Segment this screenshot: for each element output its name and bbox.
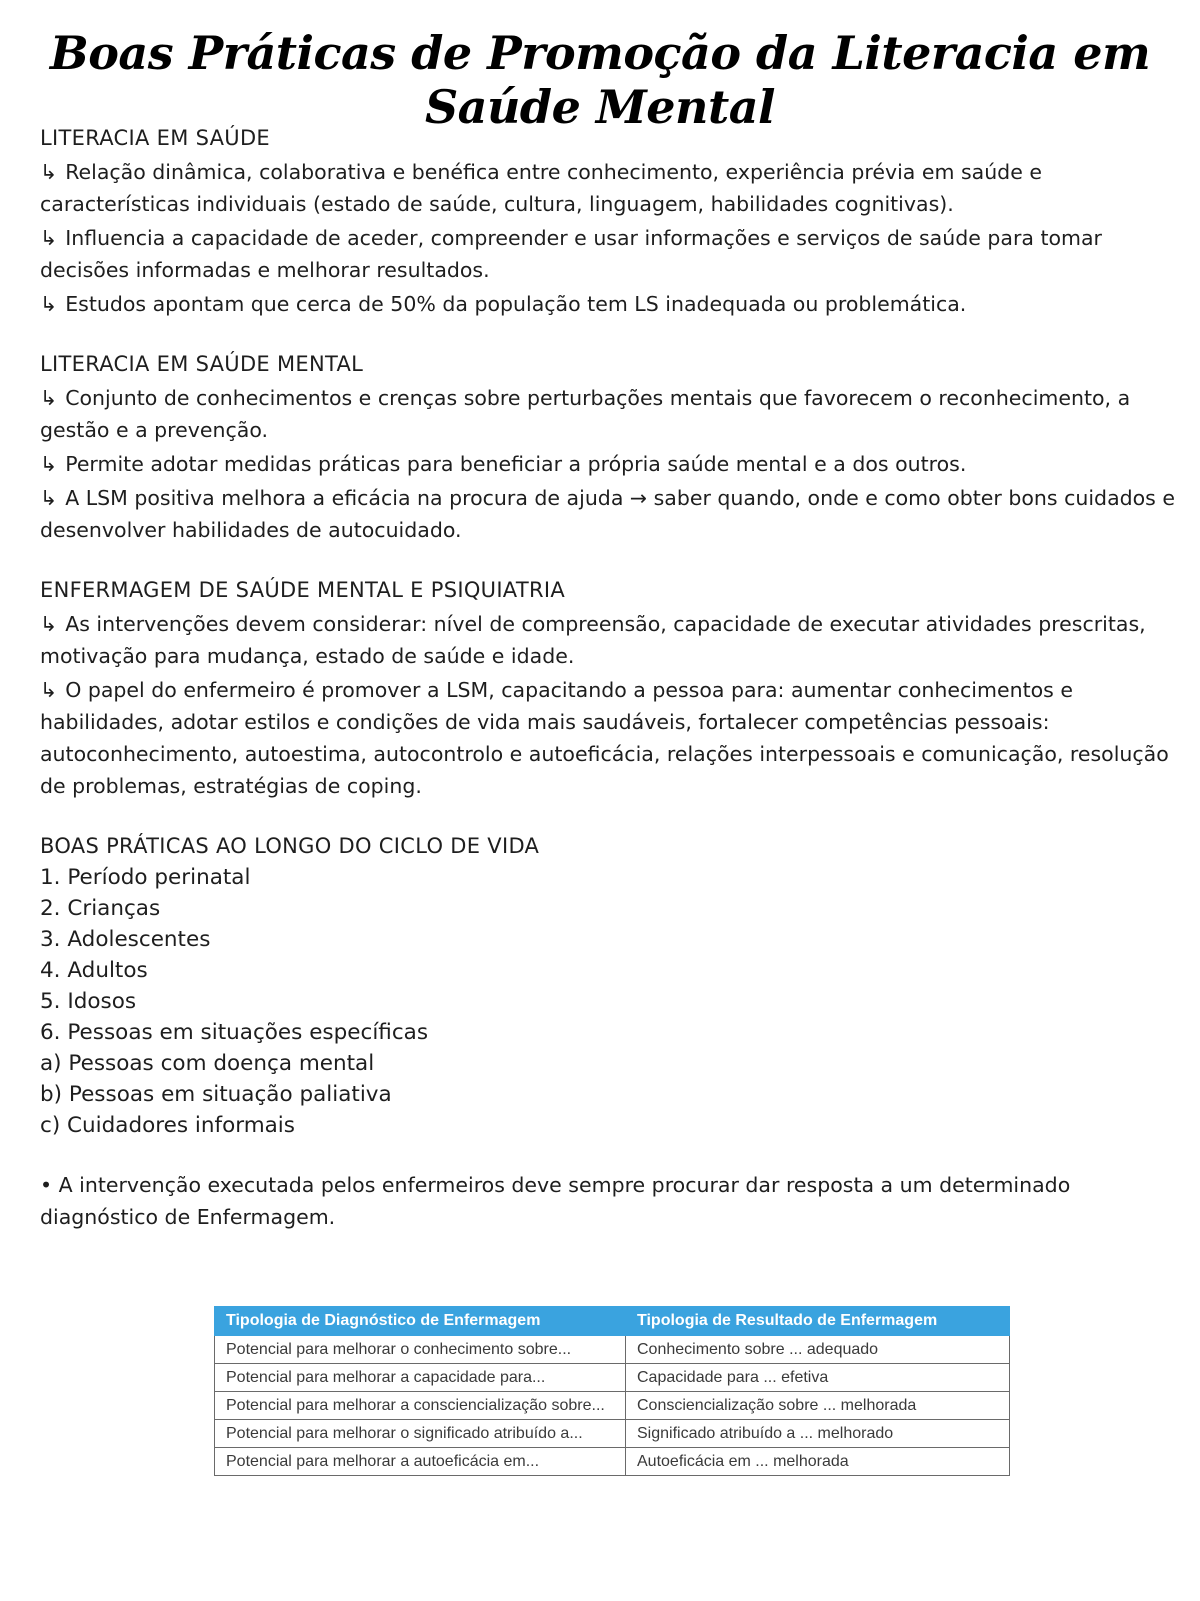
table-cell: Consciencialização sobre ... melhorada	[626, 1392, 1010, 1420]
table-cell: Capacidade para ... efetiva	[626, 1364, 1010, 1392]
table-row	[215, 1336, 1010, 1364]
bullet-item	[40, 222, 1175, 286]
list-item: b) Pessoas em situação paliativa	[40, 1082, 392, 1107]
bullet-item	[40, 288, 1175, 320]
bullet-item	[40, 382, 1175, 446]
arrow-icon: ↳	[40, 452, 58, 476]
table-row	[215, 1420, 1010, 1448]
bullet-text: Influencia a capacidade de aceder, compreender e usar informações e serviços de saúde para tomar decisões informadas e melhorar resultados.	[40, 226, 1102, 282]
bullet-item	[40, 674, 1175, 802]
table-cell: Potencial para melhorar o significado atribuído a...	[215, 1420, 626, 1448]
arrow-icon: ↳	[40, 678, 58, 702]
table-cell: Potencial para melhorar a autoeficácia em...	[215, 1448, 626, 1476]
table-cell: Potencial para melhorar a capacidade para...	[215, 1364, 626, 1392]
section-heading: LITERACIA EM SAÚDE MENTAL	[40, 352, 364, 376]
notes-content	[40, 122, 1175, 1254]
table-cell: Potencial para melhorar a consciencialização sobre...	[215, 1392, 626, 1420]
section-literacia-saude	[40, 122, 1175, 320]
table-cell: Significado atribuído a ... melhorado	[626, 1420, 1010, 1448]
section-heading: ENFERMAGEM DE SAÚDE MENTAL E PSIQUIATRIA	[40, 578, 566, 602]
section-heading: LITERACIA EM SAÚDE	[40, 126, 270, 150]
bullet-item	[40, 156, 1175, 220]
bullet-item	[40, 608, 1175, 672]
arrow-icon: ↳	[40, 612, 58, 636]
list-item: 3. Adolescentes	[40, 927, 211, 952]
table-row	[215, 1364, 1010, 1392]
bullet-text: As intervenções devem considerar: nível de compreensão, capacidade de executar atividades prescritas, motivação para mudança, estado de saúde e idade.	[40, 612, 1146, 668]
bullet-item	[40, 482, 1175, 546]
bullet-text: Relação dinâmica, colaborativa e benéfica entre conhecimento, experiência prévia em saúde e características individuais (estado de saúde, cultura, linguagem, habilidades cognitivas).	[40, 160, 1042, 216]
bullet-text: Conjunto de conhecimentos e crenças sobre perturbações mentais que favorecem o reconhecimento, a gestão e a prevenção.	[40, 386, 1131, 442]
list-item: a) Pessoas com doença mental	[40, 1051, 375, 1076]
intervention-note: • A intervenção executada pelos enfermeiros deve sempre procurar dar resposta a um determinado diagnóstico de Enfermagem.	[40, 1173, 1071, 1229]
bullet-text: A LSM positiva melhora a eficácia na procura de ajuda → saber quando, onde e como obter bons cuidados e desenvolver habilidades de autocuidado.	[40, 486, 1175, 542]
arrow-icon: ↳	[40, 226, 58, 250]
table-cell: Autoeficácia em ... melhorada	[626, 1448, 1010, 1476]
list-item: 5. Idosos	[40, 989, 137, 1014]
arrow-icon: ↳	[40, 160, 58, 184]
list-item: 6. Pessoas em situações específicas	[40, 1020, 429, 1045]
bullet-text: O papel do enfermeiro é promover a LSM, capacitando a pessoa para: aumentar conhecimentos e habilidades, adotar estilos e condições de vida mais saudáveis, fortalecer competências pessoais: autoconhecimento, autoestima, autocontrolo e autoeficácia, relações interpessoais e comunicação, resolução de problemas, estratégias de coping.	[40, 678, 1169, 798]
arrow-icon: ↳	[40, 292, 58, 316]
section-heading: BOAS PRÁTICAS AO LONGO DO CICLO DE VIDA	[40, 834, 540, 858]
table-header-resultado: Tipologia de Resultado de Enfermagem	[626, 1307, 1010, 1336]
table-header-row	[215, 1307, 1010, 1336]
list-item: 4. Adultos	[40, 958, 148, 983]
diagnosis-table	[214, 1306, 1010, 1476]
arrow-icon: ↳	[40, 486, 58, 510]
list-item: 2. Crianças	[40, 896, 161, 921]
bullet-text: Estudos apontam que cerca de 50% da população tem LS inadequada ou problemática.	[65, 292, 967, 316]
table-cell: Potencial para melhorar o conhecimento sobre...	[215, 1336, 626, 1364]
table-cell: Conhecimento sobre ... adequado	[626, 1336, 1010, 1364]
bullet-text: Permite adotar medidas práticas para beneficiar a própria saúde mental e a dos outros.	[65, 452, 967, 476]
lifecycle-list	[40, 862, 1175, 1141]
page-title: Boas Práticas de Promoção da Literacia em Saúde Mental	[49, 26, 1151, 134]
bullet-item	[40, 448, 1175, 480]
section-literacia-saude-mental	[40, 348, 1175, 546]
arrow-icon: ↳	[40, 386, 58, 410]
section-enfermagem	[40, 574, 1175, 802]
table-row	[215, 1448, 1010, 1476]
table-header-diagnostico: Tipologia de Diagnóstico de Enfermagem	[215, 1307, 626, 1336]
list-item: 1. Período perinatal	[40, 865, 251, 890]
section-ciclo-de-vida	[40, 830, 1175, 1141]
table-row	[215, 1392, 1010, 1420]
list-item: c) Cuidadores informais	[40, 1113, 295, 1138]
